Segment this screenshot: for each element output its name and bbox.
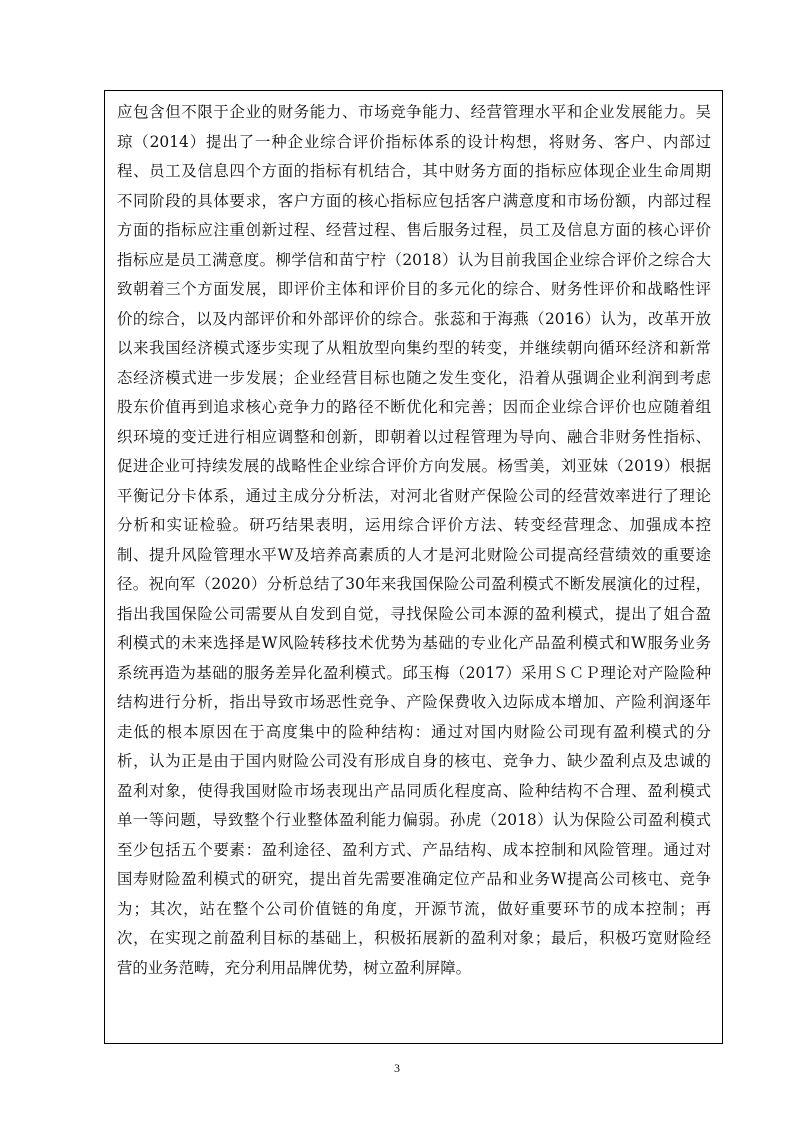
- text-line: 制、提升风险管理水平W及培养高素质的人才是河北财险公司提高经营绩效的重要途: [117, 545, 711, 564]
- text-line: 营的业务范畴，充分利用品牌优势，树立盈利屏障。: [117, 958, 471, 977]
- text-line: 股东价值再到追求核心竞争力的路径不断优化和完善；因而企业综合评价也应随着组: [117, 398, 711, 416]
- text-line: 为；其次，站在整个公司价值链的角度，开源节流，做好重要环节的成本控制；再: [117, 899, 711, 918]
- text-line: 指标应是员工满意度。柳学信和苗宁柠（2018）认为目前我国企业综合评价之综合大: [117, 250, 711, 269]
- text-line: 径。祝向军（2020）分析总结了30年来我国保险公司盈利模式不断发展演化的过程，: [117, 575, 711, 593]
- text-line: 分析和实证检验。研巧结果表明，运用综合评价方法、转变经营理念、加强成本控: [117, 516, 711, 534]
- text-line: 走低的根本原因在于高度集中的险种结构：通过对国内财险公司现有盈利模式的分: [117, 722, 711, 741]
- text-line: 盈利对象，使得我国财险市场表现出产品同质化程度高、险种结构不合理、盈利模式: [117, 781, 711, 800]
- text-line: 琼（2014）提出了一种企业综合评价指标体系的设计构想，将财务、客户、内部过: [117, 132, 711, 151]
- text-line: 促进企业可持续发展的战略性企业综合评价方向发展。杨雪美，刘亚妹（2019）根据: [117, 457, 711, 475]
- text-line: 次，在实现之前盈利目标的基础上，积极拓展新的盈利对象；最后，积极巧宽财险经: [117, 929, 711, 947]
- text-line: 至少包括五个要素：盈利途径、盈利方式、产品结构、成本控制和风险管理。通过对: [117, 840, 711, 859]
- text-line: 结构进行分析，指出导致市场恶性竞争、产险保费收入边际成本增加、产险利润逐年: [117, 693, 711, 711]
- text-line: 利模式的未来选择是W风险转移技术优势为基础的专业化产品盈利模式和W服务业务: [117, 634, 711, 652]
- text-line: 不同阶段的具体要求，客户方面的核心指标应包括客户满意度和市场份额，内部过程: [117, 191, 711, 210]
- text-line: 价的综合，以及内部评价和外部评价的综合。张蕊和于海燕（2016）认为，改革开放: [117, 309, 711, 328]
- text-line: 系统再造为基础的服务差异化盈利模式。邱玉梅（2017）采用ＳＣＰ理论对产险险种: [117, 663, 711, 682]
- text-line: 指出我国保险公司需要从自发到自觉，寻找保险公司本源的盈利模式，提出了姐合盈: [117, 604, 711, 623]
- text-line: 析，认为正是由于国内财险公司没有形成自身的核屯、竞争力、缺少盈利点及忠诚的: [117, 752, 711, 770]
- text-line: 以来我国经济模式逐步实现了从粗放型向集约型的转变，并继续朝向循环经济和新常: [117, 339, 711, 357]
- text-line: 平衡记分卡体系，通过主成分分析法，对河北省财产保险公司的经营效率进行了理论: [117, 486, 711, 505]
- text-line: 国寿财险盈利模式的研究，提出首先需要准确定位产品和业务W提高公司核屯、竞争: [117, 870, 711, 888]
- text-line: 单一等问题，导致整个行业整体盈利能力偏弱。孙虎（2018）认为保险公司盈利模式: [117, 811, 711, 829]
- body-text: [117, 98, 711, 983]
- page-number: 3: [394, 1061, 400, 1075]
- text-line: 方面的指标应注重创新过程、经营过程、售后服务过程，员工及信息方面的核心评价: [117, 221, 711, 239]
- text-line: 致朝着三个方面发展，即评价主体和评价目的多元化的综合、财务性评价和战略性评: [117, 280, 711, 298]
- text-line: 程、员工及信息四个方面的指标有机结合，其中财务方面的指标应体现企业生命周期: [117, 162, 711, 180]
- text-line: 应包含但不限于企业的财务能力、市场竞争能力、经营管理水平和企业发展能力。吴: [117, 103, 711, 121]
- text-line: 织环境的变迁进行相应调整和创新，即朝着以过程管理为导向、融合非财务性指标、: [117, 427, 711, 446]
- text-line: 态经济模式进一步发展；企业经营目标也随之发生变化，沿着从强调企业利润到考虑: [117, 368, 711, 387]
